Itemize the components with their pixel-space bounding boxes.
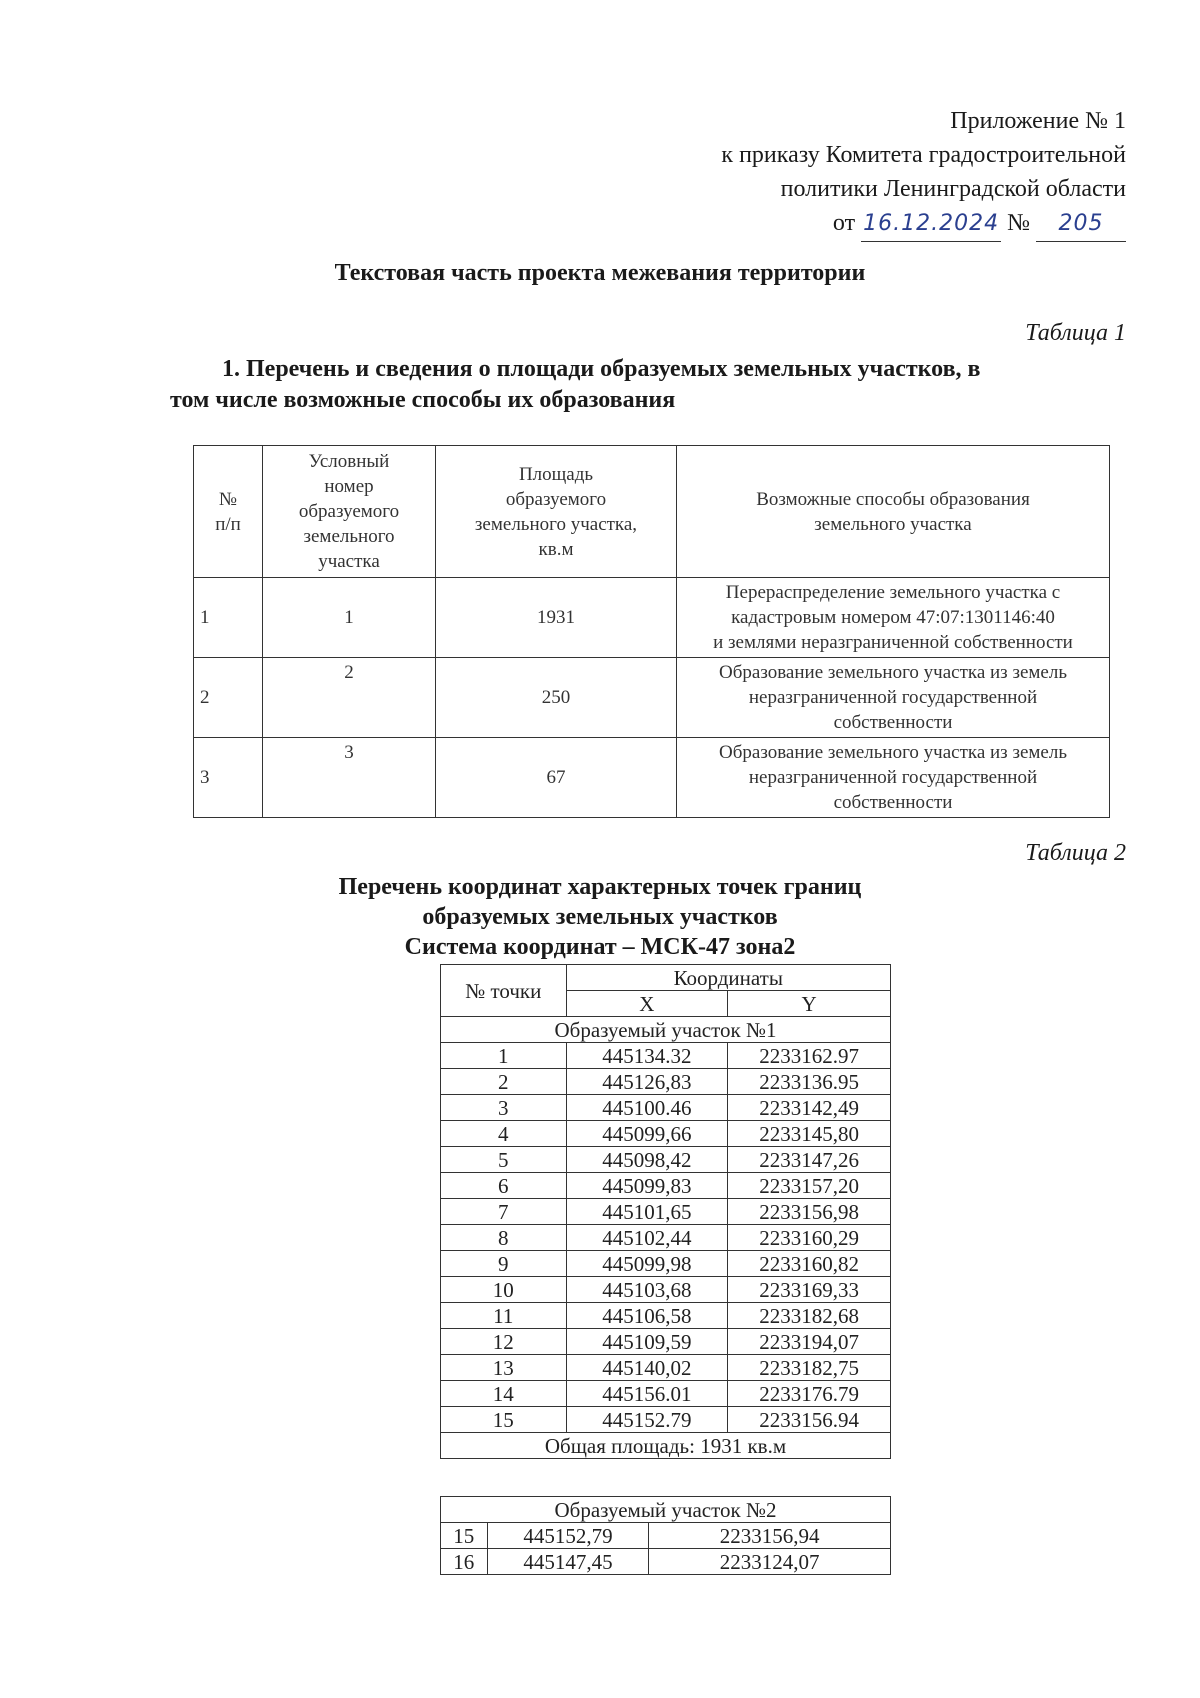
point-cell: 4 [441,1121,567,1147]
point-cell: 2 [441,1069,567,1095]
point-cell: 16 [441,1549,488,1575]
section-heading-line-1: 1. Перечень и сведения о площади образуемых земельных участков, в [222,356,981,382]
col-header-point: № точки [441,965,567,1017]
coordinate-row [441,1147,891,1173]
point-cell: 7 [441,1199,567,1225]
coordinate-row [441,1381,891,1407]
coordinate-row [441,1355,891,1381]
appendix-line-3: политики Ленинградской области [780,176,1126,202]
document-title: Текстовая часть проекта межевания территории [334,260,866,286]
col-header-coordinates: Координаты [566,965,890,991]
y-cell: 2233182,68 [728,1303,891,1329]
coordinate-row [441,1251,891,1277]
point-cell: 9 [441,1251,567,1277]
coordinates-title-line-2: образуемых земельных участков [422,904,778,930]
x-cell: 445099,83 [566,1173,728,1199]
coordinate-row [441,1303,891,1329]
order-date-line [721,206,1126,242]
coordinate-row [441,1407,891,1433]
point-cell: 1 [441,1043,567,1069]
col-header-method: Возможные способы образования земельного участка [677,446,1110,578]
col-header-y: Y [728,991,891,1017]
table-row [194,578,1110,658]
point-cell: 10 [441,1277,567,1303]
y-cell: 2233160,82 [728,1251,891,1277]
y-cell: 2233157,20 [728,1173,891,1199]
y-cell: 2233194,07 [728,1329,891,1355]
y-cell: 2233142,49 [728,1095,891,1121]
cell-area: 1931 [436,578,677,658]
table-header-row [194,446,1110,578]
x-cell: 445101,65 [566,1199,728,1225]
point-cell: 6 [441,1173,567,1199]
coordinate-row [441,1043,891,1069]
x-cell: 445152,79 [487,1523,649,1549]
table-row [194,658,1110,738]
plot1-label: Образуемый участок №1 [441,1017,891,1043]
cell-method: Образование земельного участка из земель неразграниченной государственной собственности [677,738,1110,818]
x-cell: 445099,66 [566,1121,728,1147]
handwritten-order-number: 205 [1036,207,1126,242]
coordinate-row [441,1277,891,1303]
coords-header-row [441,965,891,991]
point-cell: 15 [441,1523,488,1549]
point-cell: 12 [441,1329,567,1355]
coordinate-row [441,1069,891,1095]
coordinate-row [441,1329,891,1355]
col-header-num: № п/п [194,446,263,578]
col-header-area: Площадь образуемого земельного участка, кв.м [436,446,677,578]
cell-method: Образование земельного участка из земель неразграниченной государственной собственности [677,658,1110,738]
cell-num: 3 [194,738,263,818]
point-cell: 3 [441,1095,567,1121]
plot1-label-row [441,1017,891,1043]
point-cell: 14 [441,1381,567,1407]
coordinates-title-line-1: Перечень координат характерных точек границ [338,874,862,900]
land-plots-table [193,445,1110,818]
table2-caption: Таблица 2 [1025,840,1126,866]
plot2-label: Образуемый участок №2 [441,1497,891,1523]
y-cell: 2233147,26 [728,1147,891,1173]
coordinate-row [441,1121,891,1147]
date-prefix: от [832,210,856,236]
x-cell: 445126,83 [566,1069,728,1095]
y-cell: 2233145,80 [728,1121,891,1147]
cell-num: 1 [194,578,263,658]
plot2-table-body [441,1497,891,1575]
plot2-coordinates-table [440,1496,891,1575]
plot2-label-row [441,1497,891,1523]
x-cell: 445099,98 [566,1251,728,1277]
cell-area: 67 [436,738,677,818]
section-heading-line-2: том числе возможные способы их образования [170,387,676,413]
x-cell: 445134.32 [566,1043,728,1069]
y-cell: 2233156,98 [728,1199,891,1225]
y-cell: 2233160,29 [728,1225,891,1251]
coordinate-row [441,1095,891,1121]
table-row [194,738,1110,818]
cell-conditional-number: 3 [263,738,436,818]
coordinate-row [441,1173,891,1199]
col-header-x: X [566,991,728,1017]
cell-num: 2 [194,658,263,738]
point-cell: 13 [441,1355,567,1381]
y-cell: 2233124,07 [649,1549,891,1575]
x-cell: 445103,68 [566,1277,728,1303]
plot1-total-area: Общая площадь: 1931 кв.м [441,1433,891,1459]
section-heading [170,354,1120,416]
number-sign: № [1007,210,1030,236]
y-cell: 2233169,33 [728,1277,891,1303]
x-cell: 445100.46 [566,1095,728,1121]
x-cell: 445152.79 [566,1407,728,1433]
table1-caption: Таблица 1 [1025,320,1126,346]
x-cell: 445147,45 [487,1549,649,1575]
x-cell: 445098,42 [566,1147,728,1173]
x-cell: 445109,59 [566,1329,728,1355]
cell-area: 250 [436,658,677,738]
coordinate-row [441,1523,891,1549]
col-header-conditional-number: Условный номер образуемого земельного участка [263,446,436,578]
cell-conditional-number: 2 [263,658,436,738]
point-cell: 5 [441,1147,567,1173]
coordinate-row [441,1549,891,1575]
point-cell: 8 [441,1225,567,1251]
appendix-line-1: Приложение № 1 [950,108,1126,134]
cell-method: Перераспределение земельного участка с кадастровым номером 47:07:1301146:40 и землями неразграниченной собственности [677,578,1110,658]
x-cell: 445106,58 [566,1303,728,1329]
y-cell: 2233156,94 [649,1523,891,1549]
y-cell: 2233136.95 [728,1069,891,1095]
appendix-header [721,104,1126,242]
appendix-line-2: к приказу Комитета градостроительной [721,142,1126,168]
x-cell: 445102,44 [566,1225,728,1251]
handwritten-date: 16.12.2024 [861,207,1001,242]
coordinates-table [440,964,891,1459]
point-cell: 11 [441,1303,567,1329]
plot1-total-row [441,1433,891,1459]
x-cell: 445140,02 [566,1355,728,1381]
y-cell: 2233162.97 [728,1043,891,1069]
cell-conditional-number: 1 [263,578,436,658]
y-cell: 2233156.94 [728,1407,891,1433]
x-cell: 445156.01 [566,1381,728,1407]
coordinates-title-line-3: Система координат – МСК-47 зона2 [404,934,796,960]
point-cell: 15 [441,1407,567,1433]
coordinate-row [441,1199,891,1225]
coordinate-row [441,1225,891,1251]
coordinates-title [0,872,1200,962]
y-cell: 2233176.79 [728,1381,891,1407]
coordinates-table-body [441,965,891,1459]
y-cell: 2233182,75 [728,1355,891,1381]
